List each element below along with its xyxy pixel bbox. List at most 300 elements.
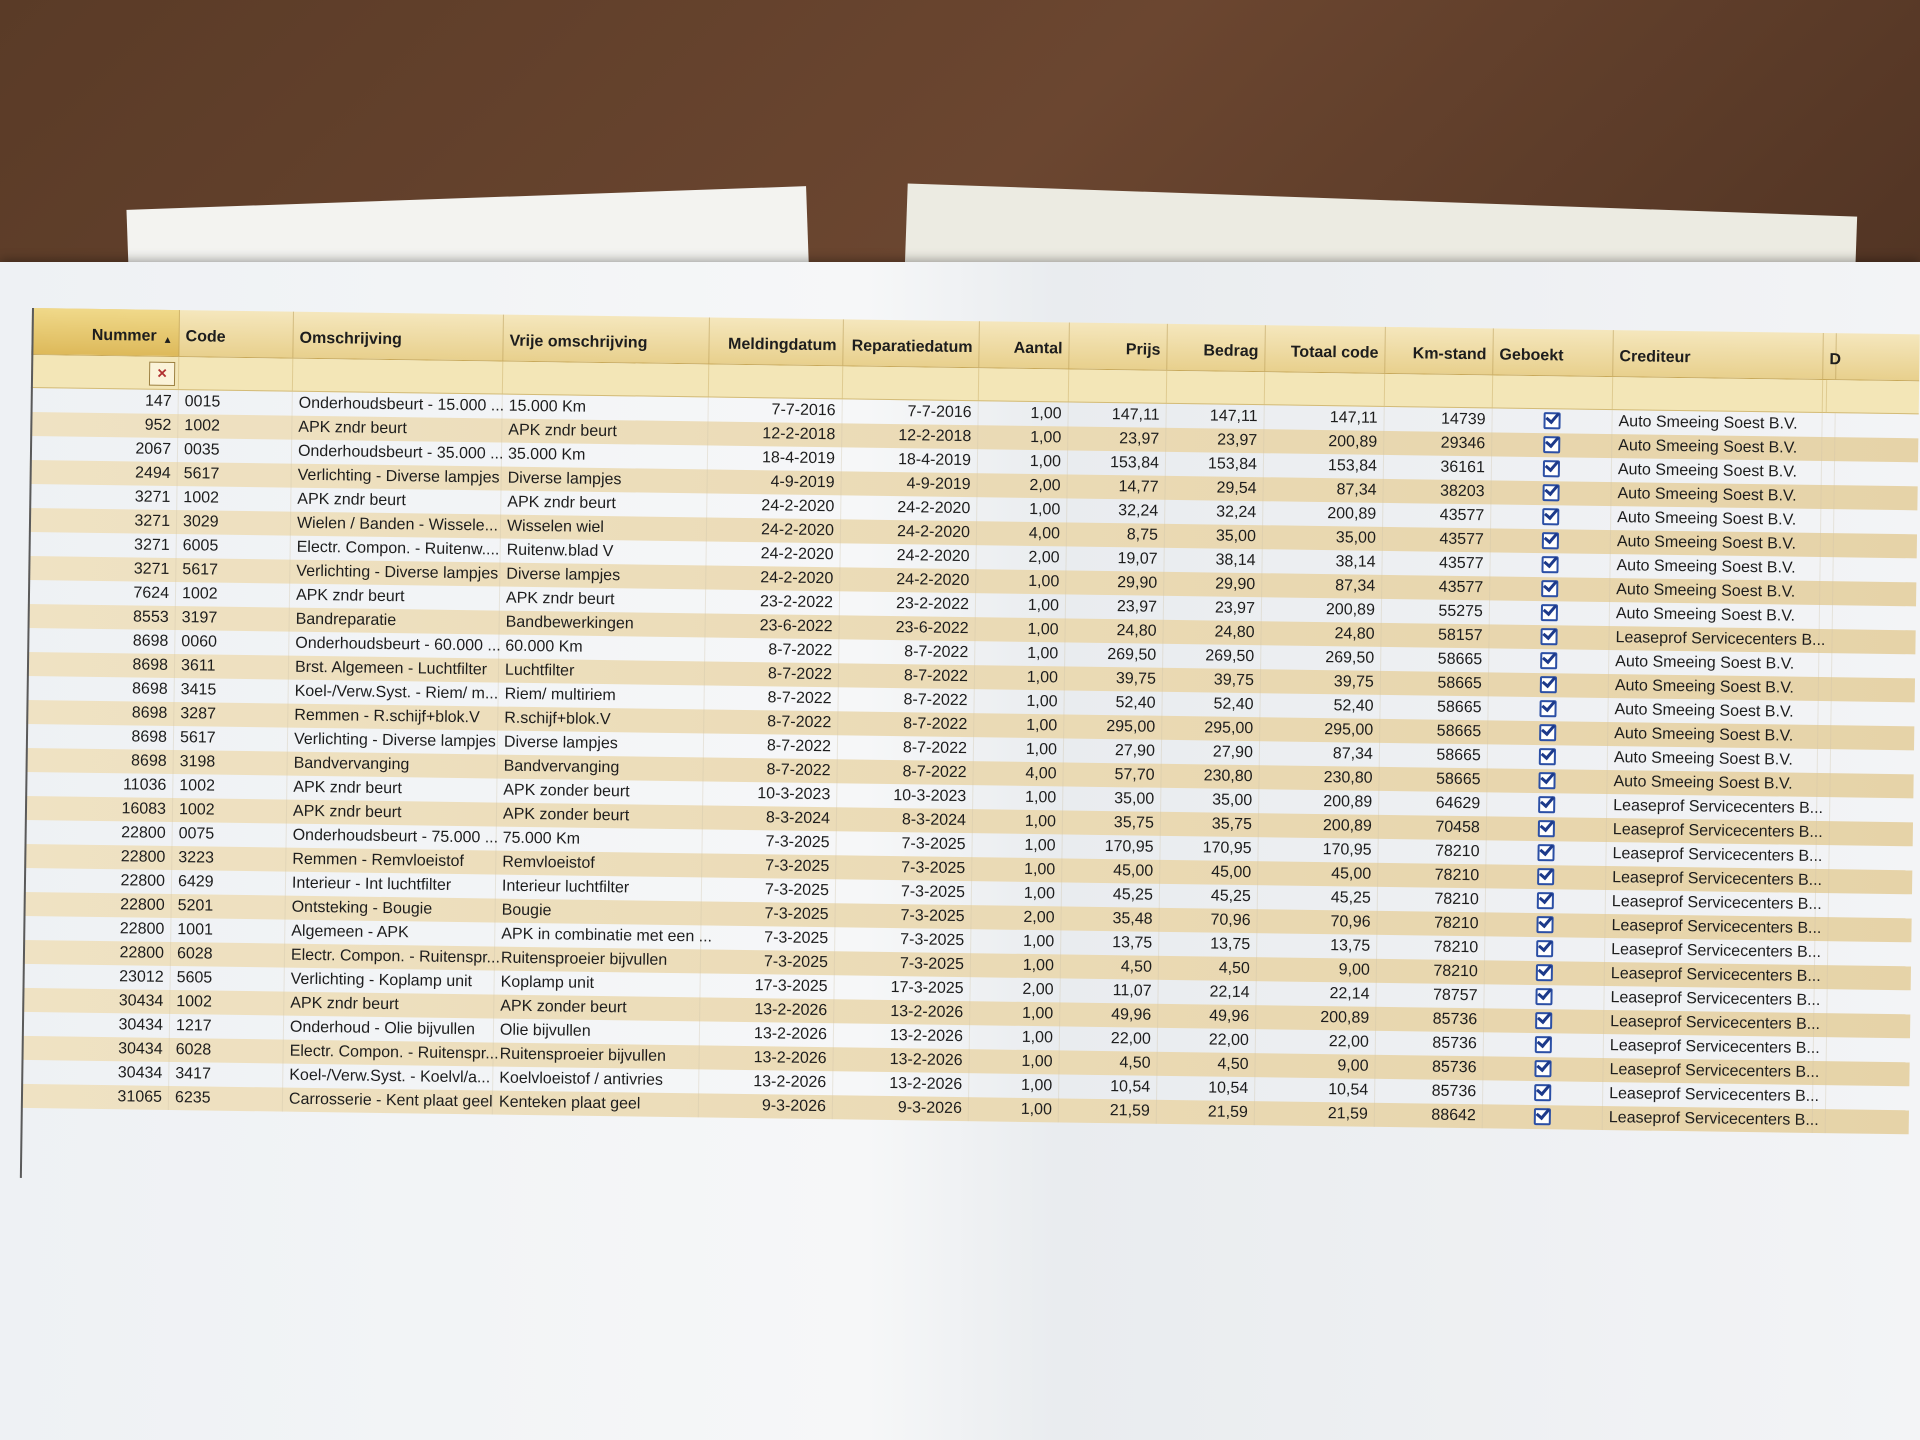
cell-vrije: Koplamp unit: [494, 971, 700, 998]
cell-crediteur: Auto Smeeing Soest B.V.: [1612, 434, 1822, 461]
cell-crediteur: Leaseprof Servicecenters B...: [1605, 914, 1815, 941]
cell-omschrijving: Verlichting - Diverse lampjes: [288, 728, 498, 755]
cell-geboekt: [1490, 552, 1610, 578]
cell-prijs: 13,75: [1061, 930, 1159, 955]
cell-omschrijving: APK zndr beurt: [287, 776, 497, 803]
cell-reparatie: 8-7-2022: [839, 663, 975, 689]
cell-geboekt: [1483, 1080, 1603, 1106]
checkbox-checked-icon[interactable]: [1537, 868, 1554, 885]
cell-omschrijving: Verlichting - Diverse lampjes: [290, 560, 500, 587]
cell-reparatie: 24-2-2020: [841, 519, 977, 545]
cell-nummer: 23012: [23, 964, 171, 990]
cell-km: 58665: [1380, 719, 1488, 745]
cell-km: 78210: [1378, 839, 1486, 865]
cell-prijs: 32,24: [1067, 498, 1165, 523]
cell-code: 3611: [175, 654, 289, 680]
checkbox-checked-icon[interactable]: [1538, 796, 1555, 813]
cell-totaal: 22,14: [1256, 981, 1376, 1007]
cell-code: 0060: [175, 630, 289, 656]
cell-extra: [1814, 989, 1827, 1013]
cell-code: 3415: [175, 678, 289, 704]
cell-omschrijving: Carrosserie - Kent plaat geel: [283, 1088, 493, 1115]
cell-bedrag: 70,96: [1159, 908, 1257, 933]
cell-melding: 12-2-2018: [708, 421, 842, 447]
cell-prijs: 22,00: [1060, 1026, 1158, 1051]
cell-bedrag: 23,97: [1164, 596, 1262, 621]
cell-code: 1002: [173, 774, 287, 800]
col-header-geboekt[interactable]: Geboekt: [1493, 328, 1614, 376]
checkbox-checked-icon[interactable]: [1543, 436, 1560, 453]
cell-prijs: 45,00: [1062, 858, 1160, 883]
cell-nummer: 2494: [30, 460, 178, 486]
cell-extra: [1819, 629, 1832, 653]
cell-code: 5201: [171, 894, 285, 920]
cell-nummer: 30434: [21, 1060, 169, 1086]
cell-crediteur: Leaseprof Servicecenters B...: [1607, 818, 1817, 845]
cell-code: 1001: [171, 918, 285, 944]
cell-km: 43577: [1383, 527, 1491, 553]
checkbox-checked-icon[interactable]: [1539, 724, 1556, 741]
cell-prijs: 35,00: [1063, 786, 1161, 811]
checkbox-checked-icon[interactable]: [1538, 772, 1555, 789]
cell-melding: 7-3-2025: [701, 925, 835, 951]
cell-nummer: 31065: [21, 1084, 169, 1110]
cell-melding: 23-2-2022: [706, 589, 840, 615]
cell-vrije: Diverse lampjes: [500, 563, 706, 590]
cell-totaal: 35,00: [1263, 525, 1383, 551]
checkbox-checked-icon[interactable]: [1535, 1012, 1552, 1029]
cell-geboekt: [1484, 1032, 1604, 1058]
cell-extra: [1818, 725, 1831, 749]
cell-omschrijving: APK zndr beurt: [290, 584, 500, 611]
cell-vrije: Diverse lampjes: [501, 467, 707, 494]
cell-code: 6005: [177, 534, 291, 560]
cell-crediteur: Leaseprof Servicecenters B...: [1603, 1058, 1813, 1085]
cell-totaal: 24,80: [1261, 621, 1381, 647]
cell-crediteur: Leaseprof Servicecenters B...: [1603, 1082, 1813, 1109]
cell-melding: 24-2-2020: [706, 541, 840, 567]
cell-crediteur: Auto Smeeing Soest B.V.: [1610, 602, 1820, 629]
cell-km: 78210: [1378, 863, 1486, 889]
cell-vrije: Ruitensproeier bijvullen: [495, 947, 701, 974]
cell-extra: [1818, 749, 1831, 773]
cell-vrije: Ruitenw.blad V: [500, 539, 706, 566]
cell-km: 58665: [1379, 767, 1487, 793]
cell-aantal: 1,00: [974, 737, 1064, 762]
cell-nummer: 8698: [26, 724, 174, 750]
cell-aantal: 1,00: [969, 1097, 1059, 1122]
cell-geboekt: [1485, 912, 1605, 938]
col-header-meldingdatum[interactable]: Meldingdatum: [709, 317, 844, 365]
cell-crediteur: Auto Smeeing Soest B.V.: [1611, 482, 1821, 509]
cell-geboekt: [1485, 936, 1605, 962]
cell-melding: 13-2-2026: [699, 1045, 833, 1071]
cell-km: 36161: [1384, 455, 1492, 481]
cell-crediteur: Leaseprof Servicecenters B...: [1604, 1034, 1814, 1061]
cell-reparatie: 13-2-2026: [833, 1071, 969, 1097]
cell-prijs: 52,40: [1064, 690, 1162, 715]
cell-prijs: 29,90: [1066, 570, 1164, 595]
cell-vrije: APK zonder beurt: [494, 995, 700, 1022]
checkbox-checked-icon[interactable]: [1535, 988, 1552, 1005]
cell-crediteur: Leaseprof Servicecenters B...: [1607, 794, 1817, 821]
checkbox-checked-icon[interactable]: [1543, 460, 1560, 477]
cell-omschrijving: Wielen / Banden - Wissele...: [291, 512, 501, 539]
cell-code: 3417: [169, 1062, 283, 1088]
cell-nummer: 2067: [30, 436, 178, 462]
cell-melding: 7-3-2025: [702, 877, 836, 903]
cell-totaal: 153,84: [1264, 453, 1384, 479]
cell-bedrag: 4,50: [1157, 1052, 1255, 1077]
cell-totaal: 45,25: [1258, 885, 1378, 911]
cell-melding: 9-3-2026: [699, 1093, 833, 1119]
checkbox-checked-icon[interactable]: [1534, 1084, 1551, 1101]
cell-extra: [1822, 437, 1835, 461]
cell-crediteur: Auto Smeeing Soest B.V.: [1608, 722, 1818, 749]
cell-prijs: 147,11: [1068, 402, 1166, 427]
checkbox-checked-icon[interactable]: [1536, 964, 1553, 981]
cell-prijs: 11,07: [1060, 978, 1158, 1003]
filter-clear-icon[interactable]: ✕: [149, 362, 175, 386]
cell-totaal: 52,40: [1260, 693, 1380, 719]
cell-reparatie: 8-3-2024: [837, 807, 973, 833]
cell-km: 43577: [1382, 575, 1490, 601]
cell-nummer: 8698: [26, 748, 174, 774]
cell-prijs: 39,75: [1065, 666, 1163, 691]
cell-geboekt: [1490, 600, 1610, 626]
cell-melding: 8-3-2024: [703, 805, 837, 831]
cell-totaal: 9,00: [1255, 1053, 1375, 1079]
cell-code: 1002: [178, 414, 292, 440]
cell-bedrag: 35,75: [1161, 812, 1259, 837]
cell-totaal: 87,34: [1262, 573, 1382, 599]
checkbox-checked-icon[interactable]: [1541, 580, 1558, 597]
cell-aantal: 2,00: [976, 545, 1066, 570]
cell-crediteur: Auto Smeeing Soest B.V.: [1609, 650, 1819, 677]
cell-vrije: R.schijf+blok.V: [498, 707, 704, 734]
cell-vrije: Kenteken plaat geel: [493, 1091, 699, 1118]
cell-geboekt: [1484, 984, 1604, 1010]
cell-extra: [1822, 461, 1835, 485]
cell-prijs: 19,07: [1066, 546, 1164, 571]
cell-extra: [1820, 581, 1833, 605]
cell-crediteur: Leaseprof Servicecenters B...: [1606, 890, 1816, 917]
cell-omschrijving: Onderhoudsbeurt - 35.000 ...: [292, 440, 502, 467]
checkbox-checked-icon[interactable]: [1536, 916, 1553, 933]
cell-reparatie: 7-3-2025: [836, 831, 972, 857]
cell-extra: [1815, 917, 1828, 941]
cell-reparatie: 13-2-2026: [834, 1023, 970, 1049]
cell-prijs: 23,97: [1068, 426, 1166, 451]
cell-extra: [1813, 1085, 1826, 1109]
cell-totaal: 295,00: [1260, 717, 1380, 743]
col-header-vrije-omschrijving[interactable]: Vrije omschrijving: [503, 315, 710, 364]
checkbox-checked-icon[interactable]: [1537, 844, 1554, 861]
cell-extra: [1821, 485, 1834, 509]
col-header-crediteur[interactable]: Crediteur: [1613, 330, 1824, 379]
cell-extra: [1820, 605, 1833, 629]
cell-reparatie: 13-2-2026: [833, 1047, 969, 1073]
cell-crediteur: Auto Smeeing Soest B.V.: [1609, 674, 1819, 701]
checkbox-checked-icon[interactable]: [1539, 748, 1556, 765]
cell-code: 3287: [174, 702, 288, 728]
cell-omschrijving: Onderhoudsbeurt - 60.000 ...: [289, 632, 499, 659]
cell-vrije: 60.000 Km: [499, 635, 705, 662]
cell-nummer: 147: [31, 388, 179, 414]
cell-aantal: 1,00: [971, 929, 1061, 954]
checkbox-checked-icon[interactable]: [1536, 940, 1553, 957]
col-header-nummer-label: Nummer: [91, 326, 157, 345]
col-header-code[interactable]: Code: [179, 310, 294, 358]
cell-omschrijving: Brst. Algemeen - Luchtfilter: [289, 656, 499, 683]
cell-geboekt: [1489, 672, 1609, 698]
col-header-totaal-code[interactable]: Totaal code: [1265, 325, 1386, 373]
cell-geboekt: [1484, 1008, 1604, 1034]
checkbox-checked-icon[interactable]: [1541, 604, 1558, 621]
cell-code: 6235: [169, 1086, 283, 1112]
checkbox-checked-icon[interactable]: [1542, 484, 1559, 501]
cell-km: 58665: [1380, 743, 1488, 769]
cell-geboekt: [1488, 696, 1608, 722]
col-header-bedrag[interactable]: Bedrag: [1167, 324, 1266, 371]
cell-extra: [1814, 1013, 1827, 1037]
checkbox-checked-icon[interactable]: [1543, 412, 1560, 429]
cell-prijs: 23,97: [1066, 594, 1164, 619]
cell-bedrag: 32,24: [1165, 500, 1263, 525]
col-header-km-stand[interactable]: Km-stand: [1385, 327, 1494, 375]
cell-nummer: 3271: [28, 556, 176, 582]
cell-bedrag: 10,54: [1157, 1076, 1255, 1101]
cell-bedrag: 13,75: [1159, 932, 1257, 957]
col-header-reparatiedatum[interactable]: Reparatiedatum: [843, 319, 980, 367]
col-header-extra[interactable]: D: [1823, 333, 1837, 379]
cell-aantal: 1,00: [978, 425, 1068, 450]
cell-melding: 13-2-2026: [700, 1021, 834, 1047]
cell-geboekt: [1485, 960, 1605, 986]
cell-totaal: 200,89: [1256, 1005, 1376, 1031]
cell-prijs: 8,75: [1067, 522, 1165, 547]
cell-crediteur: Auto Smeeing Soest B.V.: [1608, 698, 1818, 725]
filter-cell-nummer: [31, 355, 179, 389]
cell-reparatie: 7-3-2025: [835, 927, 971, 953]
checkbox-checked-icon[interactable]: [1534, 1060, 1551, 1077]
cell-reparatie: 24-2-2020: [840, 567, 976, 593]
cell-code: 6028: [171, 942, 285, 968]
cell-aantal: 1,00: [974, 689, 1064, 714]
cell-geboekt: [1483, 1056, 1603, 1082]
cell-aantal: 1,00: [978, 401, 1068, 426]
cell-vrije: Luchtfilter: [499, 659, 705, 686]
checkbox-checked-icon[interactable]: [1540, 628, 1557, 645]
col-header-omschrijving[interactable]: Omschrijving: [293, 312, 504, 361]
cell-omschrijving: Verlichting - Diverse lampjes: [292, 464, 502, 491]
cell-aantal: 1,00: [978, 449, 1068, 474]
checkbox-checked-icon[interactable]: [1537, 892, 1554, 909]
cell-aantal: 1,00: [970, 1025, 1060, 1050]
cell-prijs: 295,00: [1064, 714, 1162, 739]
cell-prijs: 269,50: [1065, 642, 1163, 667]
cell-nummer: 22800: [24, 868, 172, 894]
cell-omschrijving: Koel-/Verw.Syst. - Riem/ m...: [289, 680, 499, 707]
cell-geboekt: [1489, 624, 1609, 650]
cell-melding: 4-9-2019: [707, 469, 841, 495]
cell-reparatie: 12-2-2018: [842, 423, 978, 449]
cell-crediteur: Leaseprof Servicecenters B...: [1604, 1010, 1814, 1037]
col-header-aantal[interactable]: Aantal: [979, 321, 1070, 368]
cell-melding: 24-2-2020: [707, 517, 841, 543]
cell-nummer: 8698: [26, 700, 174, 726]
checkbox-checked-icon[interactable]: [1541, 556, 1558, 573]
cell-totaal: 45,00: [1258, 861, 1378, 887]
cell-vrije: Diverse lampjes: [498, 731, 704, 758]
cell-aantal: 1,00: [975, 617, 1065, 642]
cell-totaal: 22,00: [1256, 1029, 1376, 1055]
cell-code: 6429: [172, 870, 286, 896]
cell-km: 88642: [1375, 1103, 1483, 1129]
cell-geboekt: [1491, 528, 1611, 554]
cell-extra: [1819, 677, 1832, 701]
cell-bedrag: 295,00: [1162, 716, 1260, 741]
cell-omschrijving: APK zndr beurt: [287, 800, 497, 827]
sort-ascending-icon: ▲: [162, 334, 173, 346]
cell-km: 14739: [1384, 407, 1492, 433]
checkbox-checked-icon[interactable]: [1538, 820, 1555, 837]
cell-melding: 8-7-2022: [705, 661, 839, 687]
cell-bedrag: 230,80: [1161, 764, 1259, 789]
cell-totaal: 200,89: [1263, 501, 1383, 527]
cell-km: 58665: [1381, 671, 1489, 697]
cell-code: 1002: [176, 582, 290, 608]
cell-vrije: APK zonder beurt: [497, 779, 703, 806]
cell-aantal: 1,00: [971, 953, 1061, 978]
cell-crediteur: Auto Smeeing Soest B.V.: [1610, 554, 1820, 581]
cell-bedrag: 52,40: [1162, 692, 1260, 717]
cell-km: 78210: [1377, 911, 1485, 937]
cell-totaal: 147,11: [1264, 405, 1384, 431]
checkbox-checked-icon[interactable]: [1540, 652, 1557, 669]
cell-prijs: 21,59: [1059, 1098, 1157, 1123]
cell-reparatie: 17-3-2025: [834, 975, 970, 1001]
cell-crediteur: Auto Smeeing Soest B.V.: [1607, 770, 1817, 797]
checkbox-checked-icon[interactable]: [1540, 676, 1557, 693]
cell-omschrijving: Electr. Compon. - Ruitenspr...: [285, 944, 495, 971]
cell-melding: 8-7-2022: [704, 709, 838, 735]
cell-bedrag: 45,25: [1160, 884, 1258, 909]
cell-omschrijving: Bandreparatie: [290, 608, 500, 635]
repair-history-grid: [21, 308, 1920, 1134]
cell-prijs: 153,84: [1068, 450, 1166, 475]
cell-bedrag: 170,95: [1160, 836, 1258, 861]
cell-reparatie: 7-3-2025: [836, 879, 972, 905]
cell-totaal: 13,75: [1257, 933, 1377, 959]
cell-km: 43577: [1382, 551, 1490, 577]
cell-crediteur: Auto Smeeing Soest B.V.: [1612, 410, 1822, 437]
checkbox-checked-icon[interactable]: [1542, 508, 1559, 525]
cell-omschrijving: Ontsteking - Bougie: [285, 896, 495, 923]
cell-totaal: 200,89: [1262, 597, 1382, 623]
cell-nummer: 3271: [29, 532, 177, 558]
cell-nummer: 22800: [24, 844, 172, 870]
grid-body: [21, 388, 1919, 1134]
cell-aantal: 1,00: [973, 785, 1063, 810]
cell-reparatie: 24-2-2020: [841, 495, 977, 521]
cell-melding: 24-2-2020: [707, 493, 841, 519]
cell-geboekt: [1486, 864, 1606, 890]
cell-geboekt: [1489, 648, 1609, 674]
cell-geboekt: [1486, 888, 1606, 914]
cell-geboekt: [1486, 840, 1606, 866]
checkbox-checked-icon[interactable]: [1542, 532, 1559, 549]
cell-extra: [1816, 845, 1829, 869]
cell-bedrag: 21,59: [1157, 1100, 1255, 1125]
cell-code: 5617: [174, 726, 288, 752]
cell-bedrag: 147,11: [1166, 404, 1264, 429]
cell-code: 1217: [170, 1014, 284, 1040]
cell-reparatie: 18-4-2019: [842, 447, 978, 473]
cell-omschrijving: APK zndr beurt: [291, 488, 501, 515]
cell-geboekt: [1487, 816, 1607, 842]
cell-totaal: 87,34: [1260, 741, 1380, 767]
cell-vrije: Ruitensproeier bijvullen: [493, 1043, 699, 1070]
cell-prijs: 27,90: [1064, 738, 1162, 763]
cell-melding: 23-6-2022: [705, 613, 839, 639]
cell-prijs: 170,95: [1062, 834, 1160, 859]
cell-geboekt: [1492, 408, 1612, 434]
cell-melding: 17-3-2025: [700, 973, 834, 999]
cell-vrije: Olie bijvullen: [494, 1019, 700, 1046]
cell-nummer: 30434: [22, 1012, 170, 1038]
cell-crediteur: Leaseprof Servicecenters B...: [1606, 866, 1816, 893]
cell-crediteur: Leaseprof Servicecenters B...: [1609, 626, 1819, 653]
cell-omschrijving: Remmen - Remvloeistof: [286, 848, 496, 875]
checkbox-checked-icon[interactable]: [1534, 1108, 1551, 1125]
cell-reparatie: 23-6-2022: [839, 615, 975, 641]
cell-crediteur: Leaseprof Servicecenters B...: [1604, 986, 1814, 1013]
cell-prijs: 4,50: [1059, 1050, 1157, 1075]
cell-aantal: 1,00: [970, 1001, 1060, 1026]
cell-code: 5617: [176, 558, 290, 584]
cell-bedrag: 269,50: [1163, 644, 1261, 669]
cell-crediteur: Leaseprof Servicecenters B...: [1606, 842, 1816, 869]
col-header-nummer[interactable]: [31, 308, 180, 356]
cell-geboekt: [1487, 768, 1607, 794]
col-header-prijs[interactable]: Prijs: [1069, 322, 1168, 369]
cell-prijs: 35,48: [1061, 906, 1159, 931]
cell-aantal: 2,00: [971, 905, 1061, 930]
cell-km: 78210: [1378, 887, 1486, 913]
cell-nummer: 952: [30, 412, 178, 438]
checkbox-checked-icon[interactable]: [1535, 1036, 1552, 1053]
cell-extra: [1820, 557, 1833, 581]
cell-vrije: Bougie: [495, 899, 701, 926]
cell-reparatie: 7-7-2016: [842, 399, 978, 425]
cell-vrije: APK zndr beurt: [502, 419, 708, 446]
cell-crediteur: Auto Smeeing Soest B.V.: [1610, 578, 1820, 605]
cell-vrije: APK zndr beurt: [501, 491, 707, 518]
cell-geboekt: [1490, 576, 1610, 602]
cell-omschrijving: Koel-/Verw.Syst. - Koelvl/a...: [283, 1064, 493, 1091]
cell-omschrijving: Verlichting - Koplamp unit: [284, 968, 494, 995]
cell-bedrag: 23,97: [1166, 428, 1264, 453]
cell-omschrijving: Bandvervanging: [287, 752, 497, 779]
cell-bedrag: 35,00: [1165, 524, 1263, 549]
cell-vrije: 35.000 Km: [502, 443, 708, 470]
cell-extra: [1818, 701, 1831, 725]
cell-code: 3198: [174, 750, 288, 776]
checkbox-checked-icon[interactable]: [1539, 700, 1556, 717]
cell-extra: [1813, 1061, 1826, 1085]
cell-aantal: 1,00: [972, 833, 1062, 858]
